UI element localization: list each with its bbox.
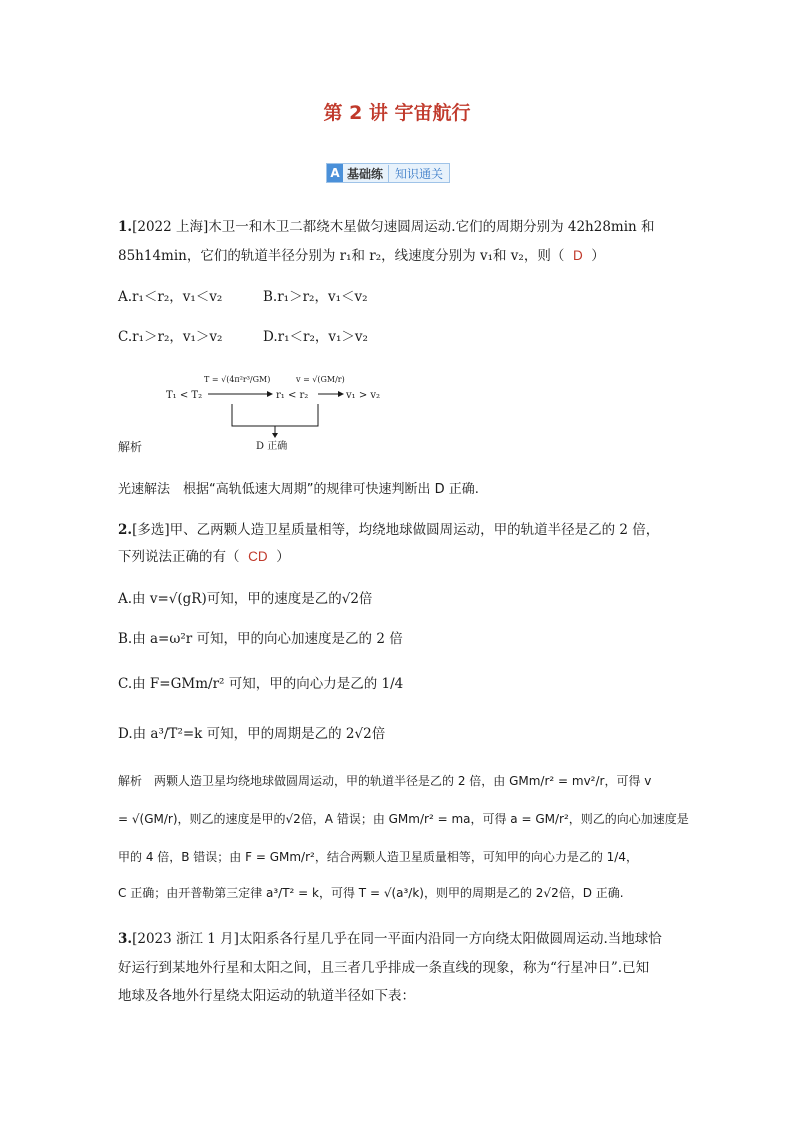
q2-option-b: B.由 a=ω²r 可知，甲的向心加速度是乙的 2 倍 (118, 631, 403, 647)
badge-sub: 知识通关 (388, 165, 449, 182)
q1-stem-line1: 1.[2022 上海]木卫一和木卫二都绕木星做匀速圆周运动.它们的周期分别为 42h28min 和 (118, 219, 655, 235)
q1-solution-diagram (160, 360, 400, 456)
badge-label: 基础练 (347, 166, 384, 181)
q2-explanation-line3: 甲的 4 倍，B 错误；由 F = GMm/r²，结合两颗人造卫星质量相等，可知甲的向心力是乙的 1/4， (118, 850, 638, 864)
q2-option-c: C.由 F=GMm/r² 可知，甲的向心力是乙的 1/4 (118, 676, 404, 692)
q2-answer: CD (248, 549, 268, 564)
q2-stem-line2: 下列说法正确的有（ CD ） (118, 549, 290, 565)
q1-explanation-label: 解析 (118, 440, 143, 454)
q2-explanation-line1: 解析 两颗人造卫星均绕地球做圆周运动，甲的轨道半径是乙的 2 倍，由 GMm/r² = mv²/r，可得 v (118, 774, 652, 788)
q3-stem-line3: 地球及各地外行星绕太阳运动的轨道半径如下表： (118, 988, 415, 1004)
page-title: 第 2 讲 宇宙航行 (323, 102, 471, 124)
q3-stem-line2: 好运行到某地外行星和太阳之间，且三者几乎排成一条直线的现象，称为“行星冲日”.已知 (118, 960, 650, 976)
diagram-v-compare: v₁ > v₂ (346, 390, 381, 401)
q1-option-b: B.r₁＞r₂，v₁＜v₂ (263, 289, 368, 305)
q1-quick-method: 光速解法 根据“高轨低速大周期”的规律可快速判断出 D 正确. (118, 482, 479, 497)
q1-option-d: D.r₁＜r₂，v₁＞v₂ (263, 329, 368, 345)
q2-stem-line1: 2.[多选]甲、乙两颗人造卫星质量相等，均绕地球做圆周运动，甲的轨道半径是乙的 2 倍， (118, 522, 660, 538)
diagram-r-compare: r₁ < r₂ (276, 390, 309, 401)
diagram-t-compare: T₁ < T₂ (166, 390, 203, 401)
badge-level: A (327, 164, 343, 182)
q1-option-a: A.r₁＜r₂，v₁＜v₂ (118, 289, 223, 305)
q1-stem-line2: 85h14min，它们的轨道半径分别为 r₁和 r₂，线速度分别为 v₁和 v₂，则（ D ） (118, 248, 605, 264)
q3-stem-line1: 3.[2023 浙江 1 月]太阳系各行星几乎在同一平面内沿同一方向绕太阳做圆周运动.当地球恰 (118, 931, 662, 947)
q2-number: 2. (118, 522, 133, 538)
q1-answer: D (572, 248, 583, 263)
q2-option-a: A.由 v=√(gR)可知，甲的速度是乙的√2倍 (118, 591, 373, 607)
q2-option-d: D.由 a³/T²=k 可知，甲的周期是乙的 2√2倍 (118, 726, 386, 742)
diagram-formula-velocity: v = √(GM/r) (296, 375, 345, 384)
q1-option-c: C.r₁＞r₂，v₁＞v₂ (118, 329, 223, 345)
q2-explanation-line4: C 正确；由开普勒第三定律 a³/T² = k，可得 T = √(a³/k)，则甲的周期是乙的 2√2倍，D 正确. (118, 886, 624, 900)
section-badge (326, 163, 450, 183)
diagram-result: D 正确 (256, 441, 288, 452)
q1-number: 1. (118, 219, 133, 235)
q2-explanation-line2: = √(GM/r)，则乙的速度是甲的√2倍，A 错误；由 GMm/r² = ma，可得 a = GM/r²，则乙的向心加速度是 (118, 812, 689, 826)
diagram-formula-period: T = √(4π²r³/GM) (204, 375, 271, 384)
q3-number: 3. (118, 931, 133, 947)
